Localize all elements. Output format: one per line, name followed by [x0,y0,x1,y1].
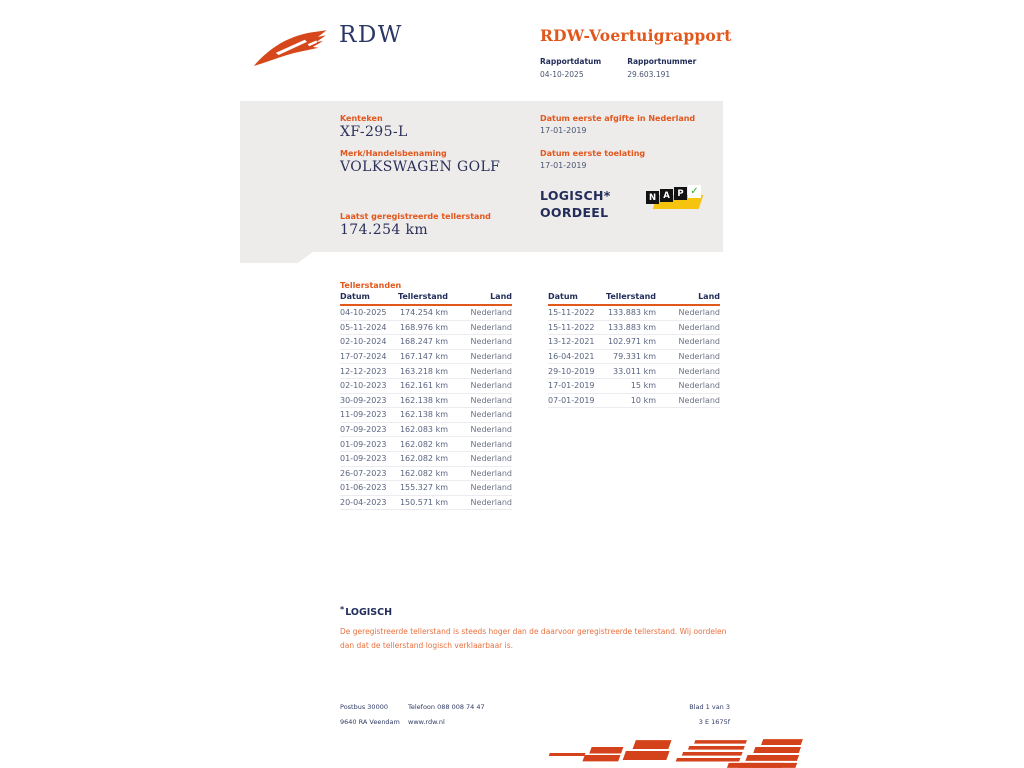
header-land: Land [490,292,512,301]
report-title: RDW-Voertuigrapport [540,26,732,45]
row-date: 15-11-2022 [548,308,595,318]
tellerstand-label: Laatst geregistreerde tellerstand [340,212,491,221]
row-date: 16-04-2021 [548,352,595,362]
table-row [340,335,512,350]
logisch-footnote [340,605,732,653]
row-mileage: 15 km [630,381,656,391]
nap-logo [646,185,702,213]
row-mileage: 162.082 km [399,454,448,464]
table-row [340,437,512,452]
row-country: Nederland [470,454,512,464]
report-meta [540,57,696,79]
row-country: Nederland [470,498,512,508]
tellerstanden-table-right [548,292,720,408]
footer-address-line1: Postbus 30000 [340,703,388,711]
nap-letter-a: A [660,189,673,202]
oordeel-line1: LOGISCH* [540,188,611,203]
row-date: 07-01-2019 [548,395,595,405]
table-row [340,321,512,336]
table-row [340,408,512,423]
header-tellerstand: Tellerstand [397,292,449,301]
table-row [548,321,720,336]
report-date-block [540,57,601,79]
row-date: 01-09-2023 [340,439,387,449]
kenteken-label: Kenteken [340,114,383,123]
table-body [548,306,720,408]
row-mileage: 168.976 km [399,322,448,332]
row-mileage: 168.247 km [399,337,448,347]
table-row [548,394,720,409]
footnote-asterisk: * [340,605,345,614]
row-mileage: 133.883 km [607,308,656,318]
report-number-label: Rapportnummer [627,57,697,66]
header-datum: Datum [340,292,370,301]
tellerstanden-table-left [340,292,512,510]
row-country: Nederland [678,395,720,405]
row-mileage: 162.138 km [399,410,448,420]
nap-checkmark-icon: ✓ [688,185,701,198]
toelating-value: 17-01-2019 [540,161,587,170]
row-country: Nederland [470,337,512,347]
table-row [548,379,720,394]
nap-letter-p: P [674,187,687,200]
toelating-label: Datum eerste toelating [540,149,646,158]
table-row [340,452,512,467]
row-mileage: 102.971 km [607,337,656,347]
report-date-value: 04-10-2025 [540,70,584,79]
table-row [548,306,720,321]
row-mileage: 10 km [630,395,656,405]
row-date: 05-11-2024 [340,322,387,332]
row-country: Nederland [470,410,512,420]
table-row [340,496,512,511]
tellerstanden-section-title: Tellerstanden [340,281,402,290]
footer-row-1 [340,703,730,711]
rdw-wing-logo-icon [251,25,331,69]
table-header-row [340,292,512,306]
kenteken-value: XF-295-L [340,124,408,140]
row-mileage: 133.883 km [607,322,656,332]
header-land: Land [698,292,720,301]
summary-right-column [540,101,723,252]
row-country: Nederland [678,366,720,376]
row-mileage: 162.138 km [399,395,448,405]
row-mileage: 162.082 km [399,468,448,478]
row-mileage: 163.218 km [399,366,448,376]
row-country: Nederland [470,425,512,435]
table-row [548,335,720,350]
row-date: 11-09-2023 [340,410,387,420]
row-country: Nederland [470,468,512,478]
row-date: 20-04-2023 [340,498,387,508]
row-country: Nederland [678,337,720,347]
row-mileage: 174.254 km [399,308,448,318]
row-mileage: 33.011 km [613,366,656,376]
afgifte-value: 17-01-2019 [540,126,587,135]
tellerstand-value: 174.254 km [340,222,429,238]
rdw-wordmark: RDW [339,22,403,48]
row-date: 01-09-2023 [340,454,387,464]
row-country: Nederland [470,395,512,405]
row-country: Nederland [470,439,512,449]
row-date: 26-07-2023 [340,468,387,478]
row-date: 12-12-2023 [340,366,387,376]
row-country: Nederland [470,483,512,493]
footnote-title [340,605,732,618]
row-date: 02-10-2024 [340,337,387,347]
table-row [340,306,512,321]
table-row [340,350,512,365]
row-date: 01-06-2023 [340,483,387,493]
merk-value: VOLKSWAGEN GOLF [340,159,501,175]
table-row [340,364,512,379]
table-row [340,481,512,496]
row-country: Nederland [470,366,512,376]
row-mileage: 162.083 km [399,425,448,435]
row-mileage: 162.161 km [399,381,448,391]
row-country: Nederland [678,381,720,391]
table-header-row [548,292,720,306]
row-date: 29-10-2019 [548,366,595,376]
row-date: 30-09-2023 [340,395,387,405]
table-row [340,379,512,394]
footer-website: www.rdw.nl [408,717,445,726]
rdw-stripe-graphic [545,736,803,768]
row-mileage: 155.327 km [399,483,448,493]
header-datum: Datum [548,292,578,301]
row-country: Nederland [678,352,720,362]
row-mileage: 79.331 km [613,352,656,362]
report-date-label: Rapportdatum [540,57,602,66]
summary-left-column [340,101,540,252]
row-country: Nederland [470,322,512,332]
table-row [548,350,720,365]
afgifte-label: Datum eerste afgifte in Nederland [540,114,696,123]
report-number-block [627,57,696,79]
row-date: 13-12-2021 [548,337,595,347]
page-footer [340,703,730,732]
nap-letter-n: N [646,191,659,204]
row-date: 07-09-2023 [340,425,387,435]
footer-row-2 [340,718,730,726]
report-number-value: 29.603.191 [627,70,671,79]
row-country: Nederland [678,308,720,318]
row-date: 15-11-2022 [548,322,595,332]
row-country: Nederland [470,381,512,391]
row-country: Nederland [470,308,512,318]
row-mileage: 150.571 km [399,498,448,508]
row-date: 17-07-2024 [340,352,387,362]
vehicle-summary-box [240,101,723,252]
footer-form-code: 3 E 1675f [698,717,730,726]
table-row [340,394,512,409]
table-body [340,306,512,510]
oordeel-line2: OORDEEL [540,205,609,220]
row-date: 04-10-2025 [340,308,387,318]
row-mileage: 167.147 km [399,352,448,362]
footer-page-indicator: Blad 1 van 3 [689,703,730,711]
table-row [548,364,720,379]
oordeel-text [540,187,611,221]
table-row [340,467,512,482]
row-mileage: 162.082 km [399,439,448,449]
footnote-title-text: LOGISCH [345,607,393,618]
row-country: Nederland [678,322,720,332]
footer-address-line2: 9640 RA Veendam [340,717,400,726]
row-date: 02-10-2023 [340,381,387,391]
merk-label: Merk/Handelsbenaming [340,149,447,158]
header-tellerstand: Tellerstand [605,292,657,301]
row-country: Nederland [470,352,512,362]
footer-phone: Telefoon 088 008 74 47 [408,703,485,711]
row-date: 17-01-2019 [548,381,595,391]
table-row [340,423,512,438]
footnote-text: De geregistreerde tellerstand is steeds hoger dan de daarvoor geregistreerde tellerstand. Wij oordelen dan dat de tellerstand logisch verklaarbaar is. [340,627,727,650]
